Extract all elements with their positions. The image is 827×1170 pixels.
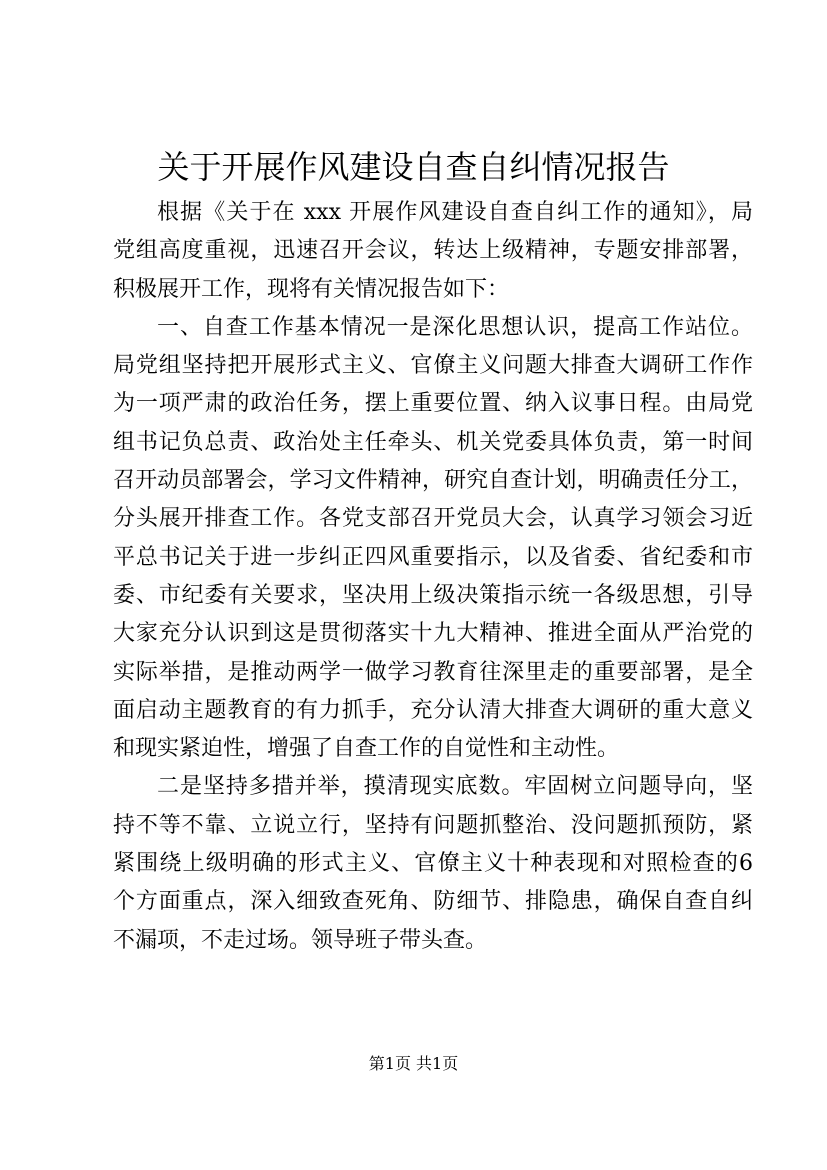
document-title: 关于开展作风建设自查自纠情况报告 <box>157 148 670 186</box>
paragraph-1 <box>113 194 753 309</box>
paragraph-line: 根据《关于在 xxx 开展作风建设自查自纠工作的通知》，局 <box>157 200 753 225</box>
paragraph-3 <box>113 768 753 959</box>
paragraph-line: 紧围绕上级明确的形式主义、官僚主义十种表现和对照检查的6 <box>113 851 753 877</box>
paragraph-line: 个方面重点，深入细致查死角、防细节、排隐患，确保自查自纠 <box>113 889 753 915</box>
paragraph-line: 大家充分认识到这是贯彻落实十九大精神、推进全面从严治党的 <box>113 621 753 647</box>
paragraph-line: 党组高度重视，迅速召开会议，转达上级精神，专题安排部署， <box>113 238 753 264</box>
paragraph-line: 积极展开工作，现将有关情况报告如下： <box>113 276 510 302</box>
paragraph-line: 组书记负总责、政治处主任牵头、机关党委具体负责，第一时间 <box>113 429 753 455</box>
paragraph-line: 不漏项，不走过场。领导班子带头查。 <box>113 927 488 953</box>
paragraph-line: 委、市纪委有关要求，坚决用上级决策指示统一各级思想，引导 <box>113 582 753 608</box>
page-footer: 第1页 共1页 <box>368 1054 459 1073</box>
paragraph-line: 为一项严肃的政治任务，摆上重要位置、纳入议事日程。由局党 <box>113 391 753 417</box>
paragraph-line: 实际举措，是推动两学一做学习教育往深里走的重要部署，是全 <box>113 659 753 685</box>
paragraph-line: 二是坚持多措并举，摸清现实底数。牢固树立问题导向，坚 <box>157 774 753 800</box>
document-body <box>113 194 753 960</box>
paragraph-line: 持不等不靠、立说立行，坚持有问题抓整治、没问题抓预防，紧 <box>113 812 753 838</box>
paragraph-line: 一、自查工作基本情况一是深化思想认识，提高工作站位。 <box>157 314 753 340</box>
paragraph-line: 分头展开排查工作。各党支部召开党员大会，认真学习领会习近 <box>113 506 753 532</box>
paragraph-line: 局党组坚持把开展形式主义、官僚主义问题大排查大调研工作作 <box>113 353 753 379</box>
paragraph-line: 面启动主题教育的有力抓手，充分认清大排查大调研的重大意义 <box>113 697 753 723</box>
paragraph-2 <box>113 309 753 769</box>
paragraph-line: 和现实紧迫性，增强了自查工作的自觉性和主动性。 <box>113 736 620 762</box>
paragraph-line: 召开动员部署会，学习文件精神，研究自查计划，明确责任分工， <box>113 468 753 494</box>
paragraph-line: 平总书记关于进一步纠正四风重要指示，以及省委、省纪委和市 <box>113 544 753 570</box>
